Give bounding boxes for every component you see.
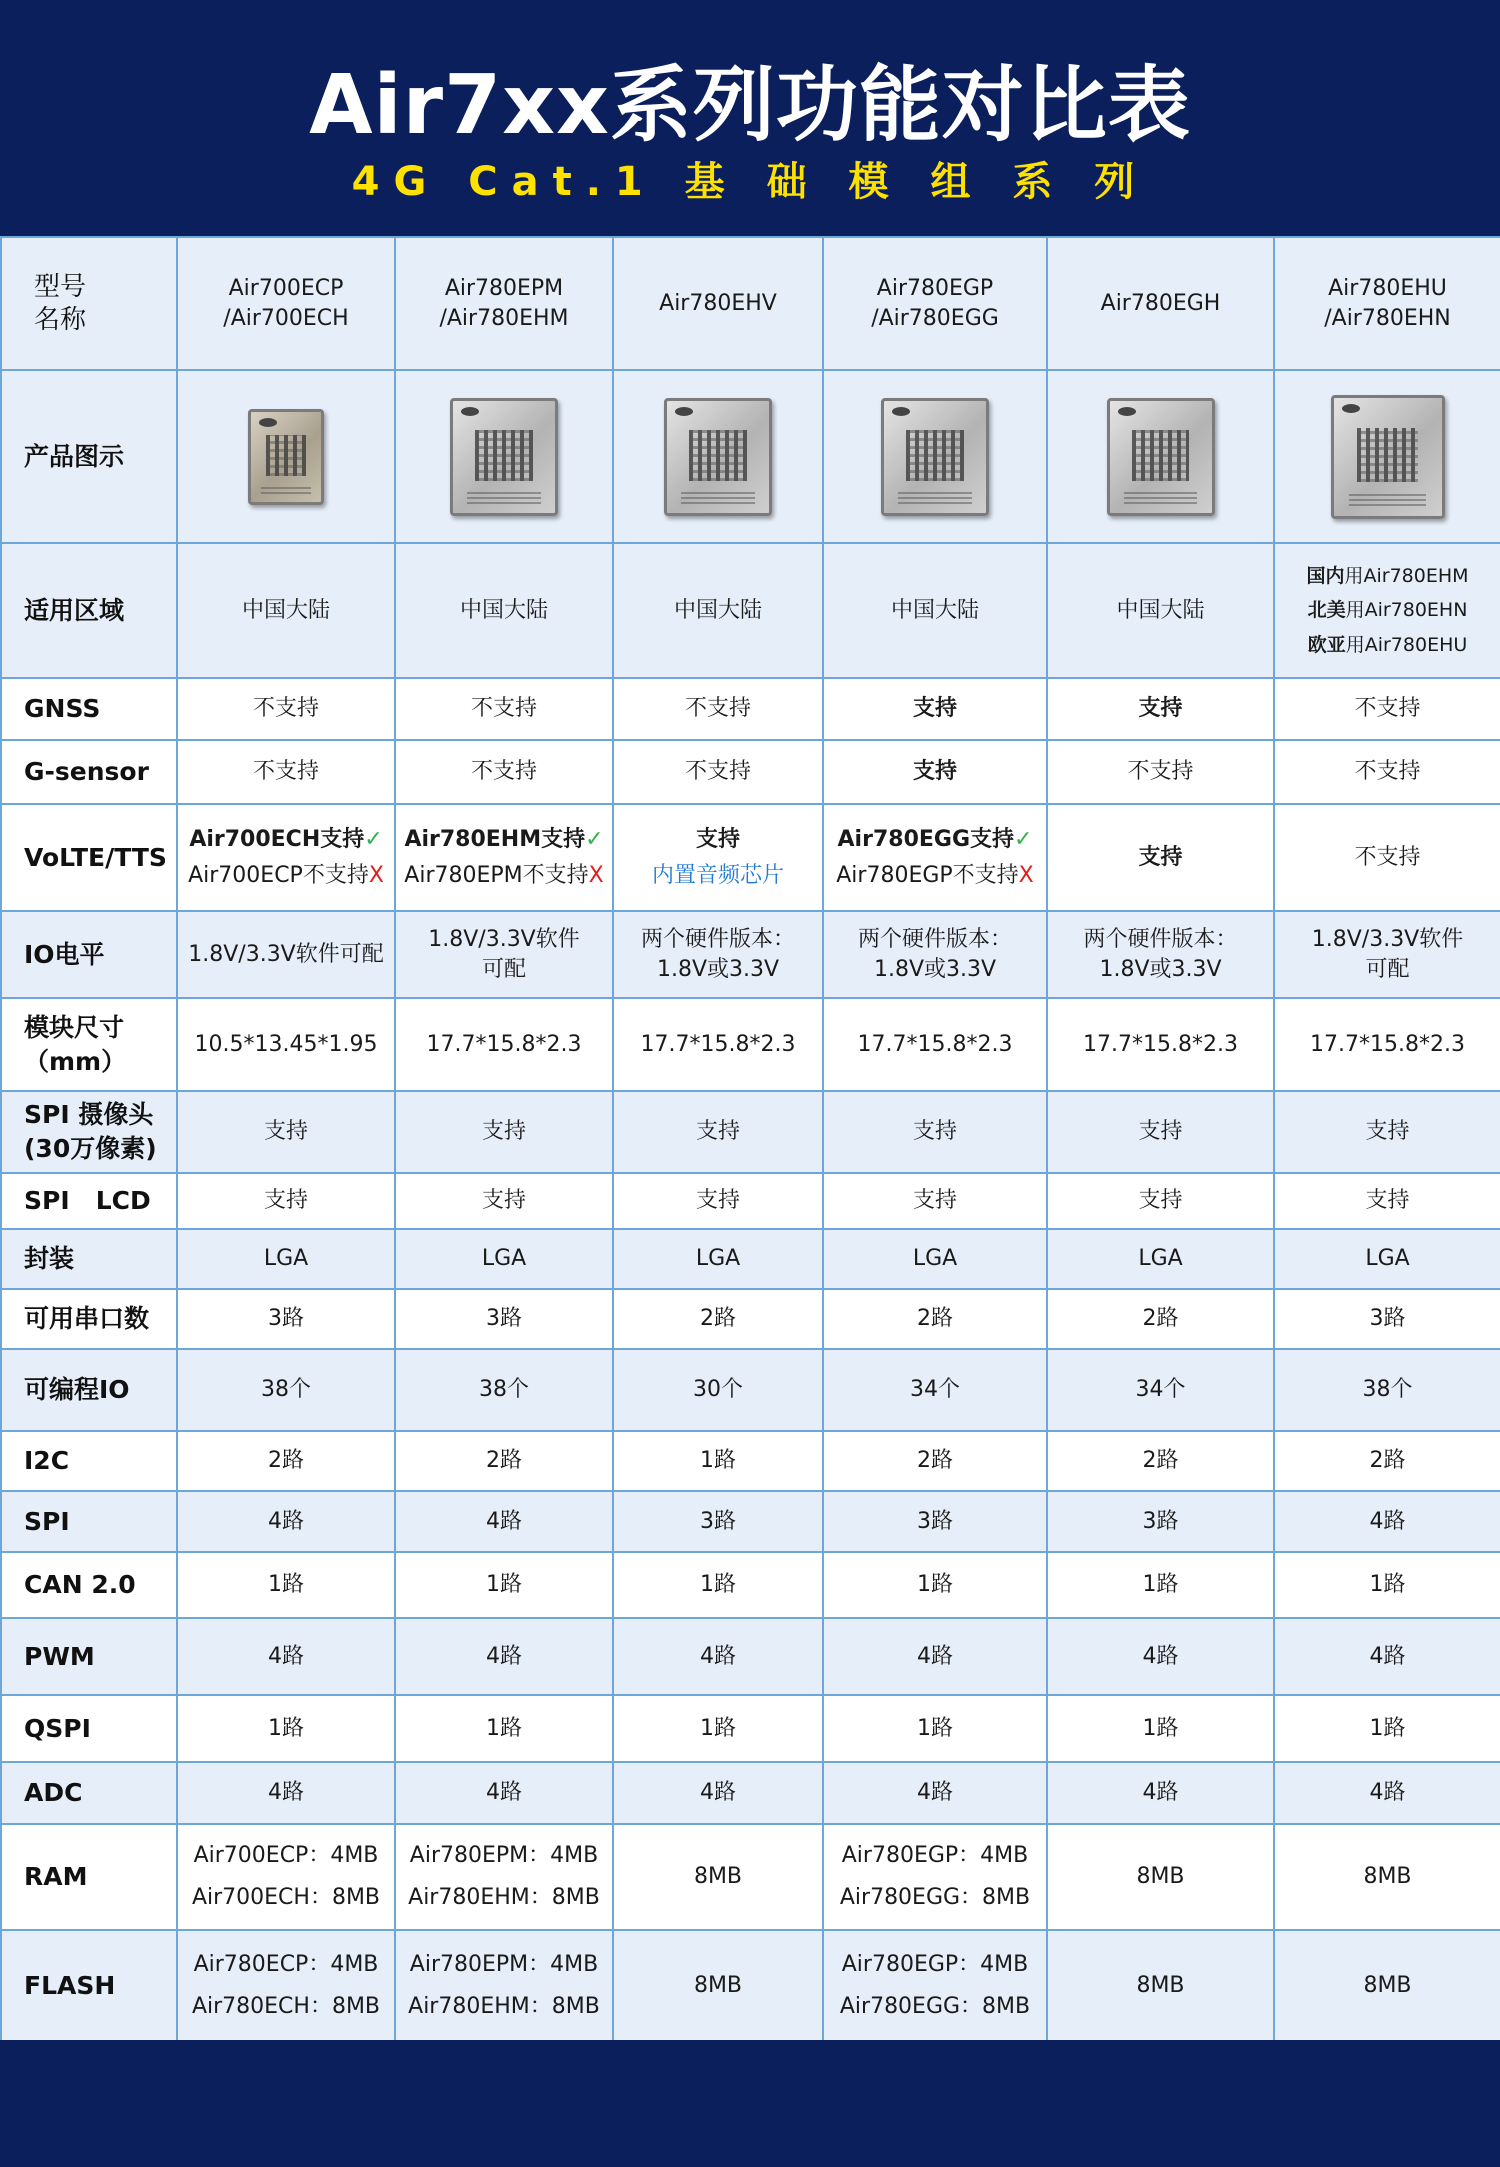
uart-3: 2路 bbox=[613, 1289, 823, 1349]
ram-4-line1: Air780EGP：4MB bbox=[841, 1843, 1029, 1869]
module-chip-image bbox=[664, 398, 772, 516]
gsensor-3: 不支持 bbox=[613, 740, 823, 804]
label-size bbox=[1, 998, 177, 1091]
row-ram bbox=[1, 1824, 1500, 1930]
pkg-4: LGA bbox=[823, 1229, 1047, 1289]
module-chip-image bbox=[248, 409, 324, 505]
volte-6: 不支持 bbox=[1274, 804, 1500, 911]
lcd-6: 支持 bbox=[1274, 1173, 1500, 1229]
module-chip-image bbox=[1107, 398, 1215, 516]
volte-3 bbox=[613, 804, 823, 911]
label-camera-line2: (30万像素) bbox=[24, 1134, 157, 1163]
can-6: 1路 bbox=[1274, 1552, 1500, 1618]
flash-5 bbox=[1047, 1930, 1274, 2041]
volte-2 bbox=[395, 804, 613, 911]
i2c-3: 1路 bbox=[613, 1431, 823, 1491]
region-5: 中国大陆 bbox=[1047, 543, 1274, 678]
can-2: 1路 bbox=[395, 1552, 613, 1618]
flash-4-line1: Air780EGP：4MB bbox=[841, 1951, 1029, 1977]
label-can: CAN 2.0 bbox=[1, 1552, 177, 1618]
label-region: 适用区域 bbox=[1, 543, 177, 678]
lcd-1: 支持 bbox=[177, 1173, 395, 1229]
label-lcd: SPI LCD bbox=[1, 1173, 177, 1229]
uart-5: 2路 bbox=[1047, 1289, 1274, 1349]
io-5-line1: 两个硬件版本： bbox=[1083, 926, 1238, 952]
label-io: IO电平 bbox=[1, 911, 177, 998]
page-subtitle: 4G Cat.1 基 础 模 组 系 列 bbox=[351, 159, 1149, 205]
spi-2: 4路 bbox=[395, 1491, 613, 1552]
label-adc: ADC bbox=[1, 1762, 177, 1824]
region-6-line1: 国内用Air780EHM bbox=[1306, 565, 1469, 588]
row-camera bbox=[1, 1091, 1500, 1173]
label-model bbox=[1, 237, 177, 370]
qspi-4: 1路 bbox=[823, 1695, 1047, 1762]
pwm-6: 4路 bbox=[1274, 1618, 1500, 1695]
label-volte: VoLTE/TTS bbox=[1, 804, 177, 911]
model-5 bbox=[1047, 237, 1274, 370]
cross-icon: X bbox=[368, 862, 384, 888]
row-gsensor bbox=[1, 740, 1500, 804]
image-cell-6 bbox=[1274, 370, 1500, 543]
adc-4: 4路 bbox=[823, 1762, 1047, 1824]
label-qspi: QSPI bbox=[1, 1695, 177, 1762]
flash-1 bbox=[177, 1930, 395, 2041]
io-2-line2: 可配 bbox=[481, 956, 526, 982]
label-gpio: 可编程IO bbox=[1, 1349, 177, 1431]
label-gsensor: G-sensor bbox=[1, 740, 177, 804]
flash-6-line1: 8MB bbox=[1363, 1972, 1412, 1998]
spi-1: 4路 bbox=[177, 1491, 395, 1552]
flash-3-line1: 8MB bbox=[693, 1972, 743, 1998]
cam-5: 支持 bbox=[1047, 1091, 1274, 1173]
ram-3-line1: 8MB bbox=[693, 1864, 743, 1890]
label-ram: RAM bbox=[1, 1824, 177, 1930]
model-1 bbox=[177, 237, 395, 370]
gnss-6: 不支持 bbox=[1274, 678, 1500, 740]
model-6-line2: /Air780EHN bbox=[1324, 305, 1451, 331]
uart-6: 3路 bbox=[1274, 1289, 1500, 1349]
comparison-table bbox=[0, 236, 1500, 2042]
ram-2 bbox=[395, 1824, 613, 1930]
io-1-line1: 1.8V/3.3V软件可配 bbox=[188, 941, 384, 967]
adc-5: 4路 bbox=[1047, 1762, 1274, 1824]
io-6 bbox=[1274, 911, 1500, 998]
gsensor-4: 支持 bbox=[823, 740, 1047, 804]
flash-6 bbox=[1274, 1930, 1500, 2041]
i2c-4: 2路 bbox=[823, 1431, 1047, 1491]
image-cell-2 bbox=[395, 370, 613, 543]
gsensor-5: 不支持 bbox=[1047, 740, 1274, 804]
pwm-4: 4路 bbox=[823, 1618, 1047, 1695]
io-3-line2: 1.8V或3.3V bbox=[656, 956, 780, 982]
volte-1-no: Air700ECP不支持X bbox=[188, 862, 384, 888]
row-adc bbox=[1, 1762, 1500, 1824]
gpio-4: 34个 bbox=[823, 1349, 1047, 1431]
pwm-2: 4路 bbox=[395, 1618, 613, 1695]
label-package: 封装 bbox=[1, 1229, 177, 1289]
row-pwm bbox=[1, 1618, 1500, 1695]
page-title: Air7xx系列功能对比表 bbox=[309, 58, 1191, 153]
spi-3: 3路 bbox=[613, 1491, 823, 1552]
region-6-line3: 欧亚用Air780EHU bbox=[1307, 633, 1468, 656]
row-qspi bbox=[1, 1695, 1500, 1762]
pwm-1: 4路 bbox=[177, 1618, 395, 1695]
model-1-line2: /Air700ECH bbox=[223, 305, 349, 331]
spi-4: 3路 bbox=[823, 1491, 1047, 1552]
gpio-1: 38个 bbox=[177, 1349, 395, 1431]
volte-4-yes: Air780EGG支持✓ bbox=[837, 826, 1033, 852]
io-2-line1: 1.8V/3.3V软件 bbox=[428, 926, 580, 952]
model-4 bbox=[823, 237, 1047, 370]
row-size bbox=[1, 998, 1500, 1091]
size-3: 17.7*15.8*2.3 bbox=[613, 998, 823, 1091]
label-model-line2: 名称 bbox=[34, 304, 87, 335]
uart-2: 3路 bbox=[395, 1289, 613, 1349]
model-2 bbox=[395, 237, 613, 370]
cam-3: 支持 bbox=[613, 1091, 823, 1173]
ram-1 bbox=[177, 1824, 395, 1930]
adc-1: 4路 bbox=[177, 1762, 395, 1824]
gnss-2: 不支持 bbox=[395, 678, 613, 740]
row-spi bbox=[1, 1491, 1500, 1552]
ram-2-line2: Air780EHM：8MB bbox=[408, 1885, 600, 1910]
lcd-5: 支持 bbox=[1047, 1173, 1274, 1229]
flash-4 bbox=[823, 1930, 1047, 2041]
pkg-2: LGA bbox=[395, 1229, 613, 1289]
gnss-5: 支持 bbox=[1047, 678, 1274, 740]
cam-2: 支持 bbox=[395, 1091, 613, 1173]
label-model-line1: 型号 bbox=[34, 272, 87, 302]
ram-3 bbox=[613, 1824, 823, 1930]
flash-2-line1: Air780EPM：4MB bbox=[409, 1951, 599, 1977]
can-4: 1路 bbox=[823, 1552, 1047, 1618]
cross-icon: X bbox=[1018, 862, 1034, 888]
row-gpio bbox=[1, 1349, 1500, 1431]
volte-2-no: Air780EPM不支持X bbox=[404, 862, 604, 888]
ram-6 bbox=[1274, 1824, 1500, 1930]
qspi-5: 1路 bbox=[1047, 1695, 1274, 1762]
pkg-1: LGA bbox=[177, 1229, 395, 1289]
row-gnss bbox=[1, 678, 1500, 740]
flash-1-line2: Air780ECH：8MB bbox=[191, 1993, 381, 2019]
cam-4: 支持 bbox=[823, 1091, 1047, 1173]
model-6-line1: Air780EHU bbox=[1328, 275, 1447, 301]
cross-icon: X bbox=[588, 862, 604, 888]
i2c-6: 2路 bbox=[1274, 1431, 1500, 1491]
qspi-3: 1路 bbox=[613, 1695, 823, 1762]
region-4: 中国大陆 bbox=[823, 543, 1047, 678]
i2c-1: 2路 bbox=[177, 1431, 395, 1491]
row-volte bbox=[1, 804, 1500, 911]
volte-3-top: 支持 bbox=[695, 826, 740, 852]
size-4: 17.7*15.8*2.3 bbox=[823, 998, 1047, 1091]
gnss-1: 不支持 bbox=[177, 678, 395, 740]
label-uart: 可用串口数 bbox=[1, 1289, 177, 1349]
model-6 bbox=[1274, 237, 1500, 370]
model-2-line2: /Air780EHM bbox=[439, 305, 569, 331]
gpio-2: 38个 bbox=[395, 1349, 613, 1431]
uart-4: 2路 bbox=[823, 1289, 1047, 1349]
region-1: 中国大陆 bbox=[177, 543, 395, 678]
io-6-line1: 1.8V/3.3V软件 bbox=[1311, 926, 1464, 952]
io-4-line2: 1.8V或3.3V bbox=[873, 956, 997, 982]
cam-6: 支持 bbox=[1274, 1091, 1500, 1173]
qspi-6: 1路 bbox=[1274, 1695, 1500, 1762]
flash-3 bbox=[613, 1930, 823, 2041]
io-3 bbox=[613, 911, 823, 998]
volte-5: 支持 bbox=[1047, 804, 1274, 911]
label-camera-line1: SPI 摄像头 bbox=[24, 1100, 154, 1130]
cam-1: 支持 bbox=[177, 1091, 395, 1173]
gnss-3: 不支持 bbox=[613, 678, 823, 740]
page-header bbox=[0, 0, 1500, 236]
footer-bar bbox=[0, 2040, 1500, 2167]
module-chip-image bbox=[1331, 395, 1445, 519]
row-i2c bbox=[1, 1431, 1500, 1491]
pkg-5: LGA bbox=[1047, 1229, 1274, 1289]
i2c-2: 2路 bbox=[395, 1431, 613, 1491]
size-6: 17.7*15.8*2.3 bbox=[1274, 998, 1500, 1091]
ram-2-line1: Air780EPM：4MB bbox=[409, 1843, 599, 1869]
row-flash bbox=[1, 1930, 1500, 2041]
io-2 bbox=[395, 911, 613, 998]
model-3-line1: Air780EHV bbox=[659, 290, 777, 316]
image-cell-4 bbox=[823, 370, 1047, 543]
ram-5 bbox=[1047, 1824, 1274, 1930]
can-3: 1路 bbox=[613, 1552, 823, 1618]
image-cell-1 bbox=[177, 370, 395, 543]
io-1 bbox=[177, 911, 395, 998]
row-uart bbox=[1, 1289, 1500, 1349]
model-4-line2: /Air780EGG bbox=[871, 305, 999, 331]
ram-4-line2: Air780EGG：8MB bbox=[839, 1885, 1031, 1910]
adc-2: 4路 bbox=[395, 1762, 613, 1824]
row-package bbox=[1, 1229, 1500, 1289]
region-6-line2: 北美用Air780EHN bbox=[1307, 599, 1468, 622]
model-5-line1: Air780EGH bbox=[1100, 290, 1221, 316]
qspi-1: 1路 bbox=[177, 1695, 395, 1762]
row-io bbox=[1, 911, 1500, 998]
gpio-5: 34个 bbox=[1047, 1349, 1274, 1431]
io-5 bbox=[1047, 911, 1274, 998]
lcd-2: 支持 bbox=[395, 1173, 613, 1229]
label-pwm: PWM bbox=[1, 1618, 177, 1695]
volte-1-yes: Air700ECH支持✓ bbox=[189, 826, 383, 852]
qspi-2: 1路 bbox=[395, 1695, 613, 1762]
gsensor-2: 不支持 bbox=[395, 740, 613, 804]
gpio-3: 30个 bbox=[613, 1349, 823, 1431]
adc-3: 4路 bbox=[613, 1762, 823, 1824]
model-1-line1: Air700ECP bbox=[228, 275, 344, 301]
volte-3-bottom: 内置音频芯片 bbox=[651, 862, 784, 888]
volte-4 bbox=[823, 804, 1047, 911]
can-5: 1路 bbox=[1047, 1552, 1274, 1618]
ram-1-line2: Air700ECH：8MB bbox=[191, 1885, 381, 1910]
flash-2-line2: Air780EHM：8MB bbox=[408, 1993, 600, 2019]
uart-1: 3路 bbox=[177, 1289, 395, 1349]
row-lcd bbox=[1, 1173, 1500, 1229]
io-4 bbox=[823, 911, 1047, 998]
i2c-5: 2路 bbox=[1047, 1431, 1274, 1491]
size-1: 10.5*13.45*1.95 bbox=[177, 998, 395, 1091]
ram-1-line1: Air700ECP：4MB bbox=[193, 1843, 379, 1869]
label-size-line1: 模块尺寸 bbox=[24, 1012, 125, 1042]
gnss-4: 支持 bbox=[823, 678, 1047, 740]
gpio-6: 38个 bbox=[1274, 1349, 1500, 1431]
region-3: 中国大陆 bbox=[613, 543, 823, 678]
io-5-line2: 1.8V或3.3V bbox=[1099, 956, 1222, 982]
lcd-4: 支持 bbox=[823, 1173, 1047, 1229]
check-icon: ✓ bbox=[1014, 826, 1033, 852]
row-model bbox=[1, 237, 1500, 370]
volte-1 bbox=[177, 804, 395, 911]
can-1: 1路 bbox=[177, 1552, 395, 1618]
label-i2c: I2C bbox=[1, 1431, 177, 1491]
ram-6-line1: 8MB bbox=[1363, 1864, 1412, 1890]
row-images bbox=[1, 370, 1500, 543]
io-3-line1: 两个硬件版本： bbox=[640, 926, 795, 952]
size-2: 17.7*15.8*2.3 bbox=[395, 998, 613, 1091]
flash-2 bbox=[395, 1930, 613, 2041]
model-2-line1: Air780EPM bbox=[444, 275, 564, 301]
gsensor-6: 不支持 bbox=[1274, 740, 1500, 804]
region-6 bbox=[1274, 543, 1500, 678]
ram-4 bbox=[823, 1824, 1047, 1930]
label-spi: SPI bbox=[1, 1491, 177, 1552]
volte-4-no: Air780EGP不支持X bbox=[836, 862, 1034, 888]
check-icon: ✓ bbox=[585, 826, 604, 852]
pwm-3: 4路 bbox=[613, 1618, 823, 1695]
label-gnss: GNSS bbox=[1, 678, 177, 740]
label-size-line2: （mm） bbox=[24, 1046, 127, 1076]
spi-5: 3路 bbox=[1047, 1491, 1274, 1552]
io-4-line1: 两个硬件版本： bbox=[857, 926, 1012, 952]
spi-6: 4路 bbox=[1274, 1491, 1500, 1552]
row-region bbox=[1, 543, 1500, 678]
pkg-6: LGA bbox=[1274, 1229, 1500, 1289]
model-4-line1: Air780EGP bbox=[876, 275, 994, 301]
region-2: 中国大陆 bbox=[395, 543, 613, 678]
module-chip-image bbox=[450, 398, 558, 516]
adc-6: 4路 bbox=[1274, 1762, 1500, 1824]
pkg-3: LGA bbox=[613, 1229, 823, 1289]
flash-4-line2: Air780EGG：8MB bbox=[839, 1993, 1031, 2019]
flash-5-line1: 8MB bbox=[1136, 1972, 1185, 1998]
label-flash: FLASH bbox=[1, 1930, 177, 2041]
gsensor-1: 不支持 bbox=[177, 740, 395, 804]
flash-1-line1: Air780ECP：4MB bbox=[193, 1951, 379, 1977]
image-cell-3 bbox=[613, 370, 823, 543]
row-can bbox=[1, 1552, 1500, 1618]
volte-2-yes: Air780EHM支持✓ bbox=[404, 826, 604, 852]
pwm-5: 4路 bbox=[1047, 1618, 1274, 1695]
ram-5-line1: 8MB bbox=[1136, 1864, 1185, 1890]
label-camera bbox=[1, 1091, 177, 1173]
lcd-3: 支持 bbox=[613, 1173, 823, 1229]
check-icon: ✓ bbox=[364, 826, 383, 852]
label-images: 产品图示 bbox=[1, 370, 177, 543]
module-chip-image bbox=[881, 398, 989, 516]
model-3 bbox=[613, 237, 823, 370]
io-6-line2: 可配 bbox=[1365, 956, 1410, 982]
size-5: 17.7*15.8*2.3 bbox=[1047, 998, 1274, 1091]
image-cell-5 bbox=[1047, 370, 1274, 543]
